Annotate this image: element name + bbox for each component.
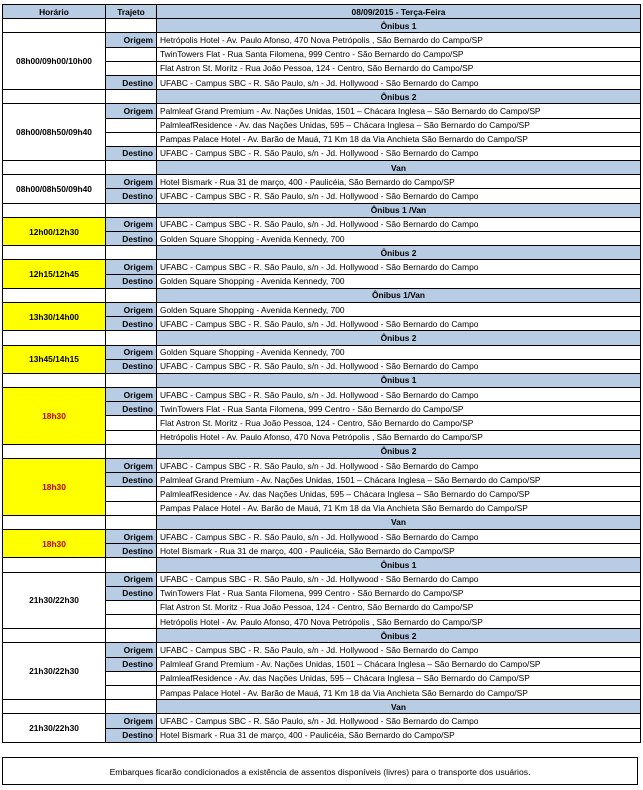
address-cell: Palmleaf Grand Premium - Av. Nações Unidas, 1501 – Chácara Inglesa – São Bernardo do Campo/SP xyxy=(157,473,641,487)
trajeto-origem: Origem xyxy=(106,459,157,473)
section-title-spacer xyxy=(3,161,106,175)
trajeto-destino: Destino xyxy=(106,544,157,558)
trajeto-destino: Destino xyxy=(106,728,157,742)
table-row xyxy=(3,643,641,657)
trajeto-blank xyxy=(106,501,157,515)
trajeto-blank xyxy=(106,61,157,75)
time-cell: 18h30 xyxy=(3,459,106,516)
address-cell: UFABC - Campus SBC - R. São Paulo, s/n - Jd. Hollywood - São Bernardo do Campo xyxy=(157,529,641,543)
section-title: Ônibus 1/Van xyxy=(157,288,641,302)
table-row xyxy=(3,260,641,274)
trajeto-blank xyxy=(106,416,157,430)
trajeto-origem: Origem xyxy=(106,529,157,543)
section-title-row xyxy=(3,246,641,260)
address-cell: UFABC - Campus SBC - R. São Paulo, s/n - Jd. Hollywood - São Bernardo do Campo xyxy=(157,459,641,473)
address-cell: UFABC - Campus SBC - R. São Paulo, s/n - Jd. Hollywood - São Bernardo do Campo xyxy=(157,146,641,160)
trajeto-origem: Origem xyxy=(106,302,157,316)
address-cell: Palmleaf Grand Premium - Av. Nações Unidas, 1501 – Chácara Inglesa – São Bernardo do Campo/SP xyxy=(157,657,641,671)
address-cell: Palmleaf Grand Premium - Av. Nações Unidas, 1501 – Chácara Inglesa – São Bernardo do Campo/SP xyxy=(157,104,641,118)
section-title-spacer xyxy=(3,373,106,387)
trajeto-origem: Origem xyxy=(106,260,157,274)
section-title-spacer xyxy=(106,331,157,345)
table-row xyxy=(3,217,641,231)
section-title-spacer xyxy=(3,19,106,33)
trajeto-origem: Origem xyxy=(106,104,157,118)
section-title: Ônibus 2 xyxy=(157,629,641,643)
section-title: Ônibus 1 xyxy=(157,19,641,33)
address-cell: UFABC - Campus SBC - R. São Paulo, s/n - Jd. Hollywood - São Bernardo do Campo xyxy=(157,388,641,402)
trajeto-origem: Origem xyxy=(106,217,157,231)
trajeto-origem: Origem xyxy=(106,388,157,402)
address-cell: Golden Square Shopping - Avenida Kennedy, 700 xyxy=(157,345,641,359)
section-title-spacer xyxy=(106,19,157,33)
section-title-row xyxy=(3,331,641,345)
trajeto-blank xyxy=(106,132,157,146)
section-title-row xyxy=(3,700,641,714)
section-title: Van xyxy=(157,700,641,714)
trajeto-destino: Destino xyxy=(106,402,157,416)
trajeto-destino: Destino xyxy=(106,317,157,331)
section-title: Ônibus 2 xyxy=(157,331,641,345)
address-cell: UFABC - Campus SBC - R. São Paulo, s/n - Jd. Hollywood - São Bernardo do Campo xyxy=(157,75,641,89)
time-cell: 12h15/12h45 xyxy=(3,260,106,288)
address-cell: Pampas Palace Hotel - Av. Barão de Mauá, 71 Km 18 da Via Anchieta São Bernardo do Campo/SP xyxy=(157,132,641,146)
schedule-body xyxy=(3,5,641,743)
header-trajeto: Trajeto xyxy=(106,5,157,19)
trajeto-blank xyxy=(106,47,157,61)
section-title-spacer xyxy=(3,331,106,345)
section-title-row xyxy=(3,629,641,643)
table-row xyxy=(3,388,641,402)
section-title-spacer xyxy=(106,444,157,458)
address-cell: Flat Astron St. Moritz - Rua João Pessoa, 124 - Centro, São Bernardo do Campo/SP xyxy=(157,416,641,430)
section-title-row xyxy=(3,288,641,302)
section-title-row xyxy=(3,90,641,104)
time-cell: 08h00/09h00/10h00 xyxy=(3,33,106,90)
section-title: Ônibus 2 xyxy=(157,90,641,104)
section-title-spacer xyxy=(106,288,157,302)
section-title-spacer xyxy=(3,629,106,643)
time-cell: 18h30 xyxy=(3,529,106,557)
time-cell: 08h00/08h50/09h40 xyxy=(3,175,106,203)
header-date: 08/09/2015 - Terça-Feira xyxy=(157,5,641,19)
address-cell: TwinTowers Flat - Rua Santa Filomena, 999 Centro - São Bernardo do Campo/SP xyxy=(157,586,641,600)
time-cell: 13h45/14h15 xyxy=(3,345,106,373)
section-title-spacer xyxy=(3,288,106,302)
trajeto-destino: Destino xyxy=(106,274,157,288)
table-row xyxy=(3,529,641,543)
trajeto-origem: Origem xyxy=(106,572,157,586)
section-title-spacer xyxy=(3,558,106,572)
time-cell: 12h00/12h30 xyxy=(3,217,106,245)
schedule-table xyxy=(2,4,641,743)
trajeto-origem: Origem xyxy=(106,714,157,728)
table-row xyxy=(3,302,641,316)
trajeto-destino: Destino xyxy=(106,75,157,89)
section-title-row xyxy=(3,515,641,529)
time-cell: 21h30/22h30 xyxy=(3,643,106,700)
address-cell: UFABC - Campus SBC - R. São Paulo, s/n - Jd. Hollywood - São Bernardo do Campo xyxy=(157,317,641,331)
section-title-spacer xyxy=(106,558,157,572)
address-cell: PalmleafResidence - Av. das Nações Unidas, 595 – Chácara Inglesa – São Bernardo do Campo/SP xyxy=(157,671,641,685)
section-title-row xyxy=(3,203,641,217)
table-row xyxy=(3,572,641,586)
address-cell: PalmleafResidence - Av. das Nações Unidas, 595 – Chácara Inglesa – São Bernardo do Campo/SP xyxy=(157,118,641,132)
address-cell: UFABC - Campus SBC - R. São Paulo, s/n - Jd. Hollywood - São Bernardo do Campo xyxy=(157,643,641,657)
trajeto-blank xyxy=(106,430,157,444)
section-title-row xyxy=(3,373,641,387)
time-cell: 21h30/22h30 xyxy=(3,714,106,742)
address-cell: UFABC - Campus SBC - R. São Paulo, s/n - Jd. Hollywood - São Bernardo do Campo xyxy=(157,572,641,586)
section-title: Ônibus 2 xyxy=(157,246,641,260)
address-cell: Flat Astron St. Moritz - Rua João Pessoa, 124 - Centro, São Bernardo do Campo/SP xyxy=(157,600,641,614)
section-title-spacer xyxy=(3,246,106,260)
address-cell: TwinTowers Flat - Rua Santa Filomena, 999 Centro - São Bernardo do Campo/SP xyxy=(157,402,641,416)
section-title: Ônibus 1 /Van xyxy=(157,203,641,217)
table-row xyxy=(3,345,641,359)
trajeto-destino: Destino xyxy=(106,232,157,246)
address-cell: Hotel Bismark - Rua 31 de março, 400 - Paulicéia, São Bernardo do Campo/SP xyxy=(157,728,641,742)
trajeto-destino: Destino xyxy=(106,146,157,160)
address-cell: TwinTowers Flat - Rua Santa Filomena, 999 Centro - São Bernardo do Campo/SP xyxy=(157,47,641,61)
trajeto-destino: Destino xyxy=(106,586,157,600)
section-title-spacer xyxy=(3,90,106,104)
trajeto-destino: Destino xyxy=(106,657,157,671)
trajeto-origem: Origem xyxy=(106,33,157,47)
address-cell: UFABC - Campus SBC - R. São Paulo, s/n - Jd. Hollywood - São Bernardo do Campo xyxy=(157,260,641,274)
address-cell: UFABC - Campus SBC - R. São Paulo, s/n - Jd. Hollywood - São Bernardo do Campo xyxy=(157,359,641,373)
address-cell: Pampas Palace Hotel - Av. Barão de Mauá, 71 Km 18 da Via Anchieta São Bernardo do Campo/SP xyxy=(157,501,641,515)
section-title-spacer xyxy=(3,700,106,714)
section-title: Ônibus 1 xyxy=(157,558,641,572)
section-title-row xyxy=(3,19,641,33)
section-title-spacer xyxy=(106,629,157,643)
section-title-spacer xyxy=(106,161,157,175)
section-title-row xyxy=(3,161,641,175)
address-cell: UFABC - Campus SBC - R. São Paulo, s/n - Jd. Hollywood - São Bernardo do Campo xyxy=(157,217,641,231)
section-title-row xyxy=(3,444,641,458)
address-cell: UFABC - Campus SBC - R. São Paulo, s/n - Jd. Hollywood - São Bernardo do Campo xyxy=(157,189,641,203)
address-cell: Hotel Bismark - Rua 31 de março, 400 - Paulicéia, São Bernardo do Campo/SP xyxy=(157,175,641,189)
address-cell: Pampas Palace Hotel - Av. Barão de Mauá, 71 Km 18 da Via Anchieta São Bernardo do Campo/SP xyxy=(157,686,641,700)
section-title-row xyxy=(3,558,641,572)
section-title-spacer xyxy=(3,515,106,529)
trajeto-blank xyxy=(106,615,157,629)
section-title-spacer xyxy=(106,373,157,387)
address-cell: Golden Square Shopping - Avenida Kennedy, 700 xyxy=(157,232,641,246)
trajeto-destino: Destino xyxy=(106,359,157,373)
address-cell: Golden Square Shopping - Avenida Kennedy, 700 xyxy=(157,274,641,288)
trajeto-blank xyxy=(106,600,157,614)
trajeto-blank xyxy=(106,686,157,700)
time-cell: 18h30 xyxy=(3,388,106,445)
table-row xyxy=(3,33,641,47)
section-title-spacer xyxy=(3,444,106,458)
address-cell: Hetrópolis Hotel - Av. Paulo Afonso, 470 Nova Petrópolis , São Bernardo do Campo/SP xyxy=(157,615,641,629)
address-cell: Hotel Bismark - Rua 31 de março, 400 - Paulicéia, São Bernardo do Campo/SP xyxy=(157,544,641,558)
header-row xyxy=(3,5,641,19)
trajeto-blank xyxy=(106,487,157,501)
trajeto-origem: Origem xyxy=(106,345,157,359)
section-title-spacer xyxy=(106,203,157,217)
footer-note: Embarques ficarão condicionados a existência de assentos disponíveis (livres) para o transporte dos usuários. xyxy=(2,757,638,785)
section-title-spacer xyxy=(106,515,157,529)
trajeto-destino: Destino xyxy=(106,189,157,203)
address-cell: PalmleafResidence - Av. das Nações Unidas, 595 – Chácara Inglesa – São Bernardo do Campo/SP xyxy=(157,487,641,501)
address-cell: Hetrópolis Hotel - Av. Paulo Afonso, 470 Nova Petrópolis , São Bernardo do Campo/SP xyxy=(157,33,641,47)
time-cell: 21h30/22h30 xyxy=(3,572,106,629)
table-row xyxy=(3,104,641,118)
table-row xyxy=(3,175,641,189)
table-row xyxy=(3,714,641,728)
trajeto-origem: Origem xyxy=(106,643,157,657)
section-title: Van xyxy=(157,161,641,175)
header-horario: Horário xyxy=(3,5,106,19)
section-title: Ônibus 1 xyxy=(157,373,641,387)
address-cell: Golden Square Shopping - Avenida Kennedy, 700 xyxy=(157,302,641,316)
section-title-spacer xyxy=(106,246,157,260)
trajeto-blank xyxy=(106,671,157,685)
trajeto-destino: Destino xyxy=(106,473,157,487)
section-title-spacer xyxy=(3,203,106,217)
section-title-spacer xyxy=(106,90,157,104)
trajeto-origem: Origem xyxy=(106,175,157,189)
address-cell: Hetrópolis Hotel - Av. Paulo Afonso, 470 Nova Petrópolis , São Bernardo do Campo/SP xyxy=(157,430,641,444)
section-title-spacer xyxy=(106,700,157,714)
time-cell: 13h30/14h00 xyxy=(3,302,106,330)
address-cell: UFABC - Campus SBC - R. São Paulo, s/n - Jd. Hollywood - São Bernardo do Campo xyxy=(157,714,641,728)
table-row xyxy=(3,459,641,473)
section-title: Van xyxy=(157,515,641,529)
time-cell: 08h00/08h50/09h40 xyxy=(3,104,106,161)
address-cell: Flat Astron St. Moritz - Rua João Pessoa, 124 - Centro, São Bernardo do Campo/SP xyxy=(157,61,641,75)
trajeto-blank xyxy=(106,118,157,132)
section-title: Ônibus 2 xyxy=(157,444,641,458)
